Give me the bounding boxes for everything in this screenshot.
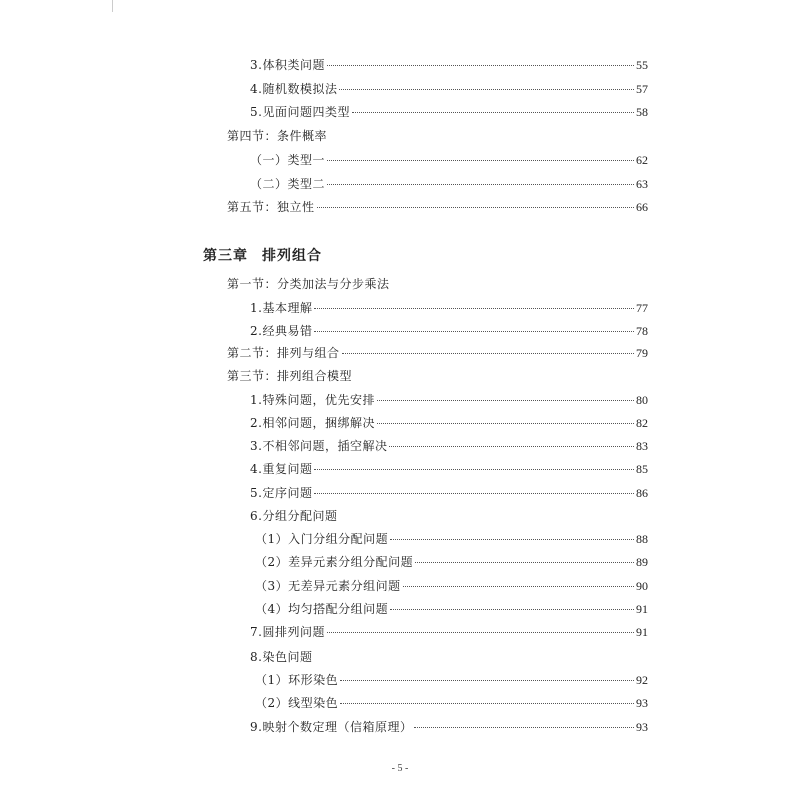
toc-entry[interactable]: 第二节：排列与组合 79 (227, 346, 648, 360)
dot-leader (314, 469, 634, 470)
dot-leader (314, 493, 634, 494)
dot-leader (414, 727, 634, 728)
subgroup-heading[interactable]: 6.分组分配问题 (250, 509, 338, 523)
dot-leader (340, 703, 634, 704)
dot-leader (327, 160, 634, 161)
dot-leader (390, 539, 634, 540)
dot-leader (389, 446, 634, 447)
chapter-heading[interactable]: 第三章 排列组合 (203, 248, 322, 264)
toc-entry[interactable]: 2.经典易错 78 (250, 324, 648, 338)
page-number: - 5 - (391, 763, 409, 774)
dot-leader (327, 184, 634, 185)
section-heading[interactable]: 第一节：分类加法与分步乘法 (227, 277, 390, 291)
subgroup-heading[interactable]: 8.染色问题 (250, 650, 313, 664)
dot-leader (327, 632, 634, 633)
toc-entry[interactable]: 2.相邻问题，捆绑解决 82 (250, 416, 648, 430)
toc-entry[interactable]: （2）线型染色 93 (255, 696, 648, 710)
dot-leader (340, 680, 634, 681)
toc-entry[interactable]: （一）类型一 62 (250, 153, 648, 167)
toc-entry[interactable]: 5.见面问题四类型 58 (250, 105, 648, 119)
dot-leader (377, 423, 634, 424)
dot-leader (317, 207, 634, 208)
dot-leader (342, 353, 634, 354)
toc-entry[interactable]: （二）类型二 63 (250, 177, 648, 191)
toc-entry[interactable]: 3.不相邻问题，插空解决 83 (250, 439, 648, 453)
dot-leader (314, 308, 634, 309)
toc-entry[interactable]: 1.基本理解 77 (250, 301, 648, 315)
dot-leader (314, 331, 634, 332)
dot-leader (403, 586, 634, 587)
scan-mark (112, 0, 113, 12)
toc-entry[interactable]: （1）环形染色 92 (255, 673, 648, 687)
toc-entry[interactable]: 4.随机数模拟法 57 (250, 82, 648, 96)
dot-leader (339, 89, 634, 90)
dot-leader (377, 400, 634, 401)
toc-entry[interactable]: 7.圆排列问题 91 (250, 625, 648, 639)
section-heading[interactable]: 第三节：排列组合模型 (227, 369, 353, 383)
toc-entry[interactable]: 3.体积类问题 55 (250, 58, 648, 72)
section-heading[interactable]: 第四节：条件概率 (227, 129, 328, 143)
toc-entry[interactable]: 4.重复问题 85 (250, 462, 648, 476)
toc-entry[interactable]: （3）无差异元素分组问题 90 (255, 579, 648, 593)
toc-entry[interactable]: 5.定序问题 86 (250, 486, 648, 500)
toc-entry[interactable]: （4）均匀搭配分组问题 91 (255, 602, 648, 616)
dot-leader (352, 112, 634, 113)
toc-entry[interactable]: 第五节：独立性 66 (227, 200, 648, 214)
toc-entry[interactable]: （2）差异元素分组分配问题 89 (255, 555, 648, 569)
dot-leader (327, 65, 634, 66)
toc-entry[interactable]: 9.映射个数定理（信箱原理） 93 (250, 720, 648, 734)
dot-leader (390, 609, 634, 610)
toc-entry[interactable]: 1.特殊问题，优先安排 80 (250, 393, 648, 407)
dot-leader (415, 562, 634, 563)
toc-entry[interactable]: （1）入门分组分配问题 88 (255, 532, 648, 546)
